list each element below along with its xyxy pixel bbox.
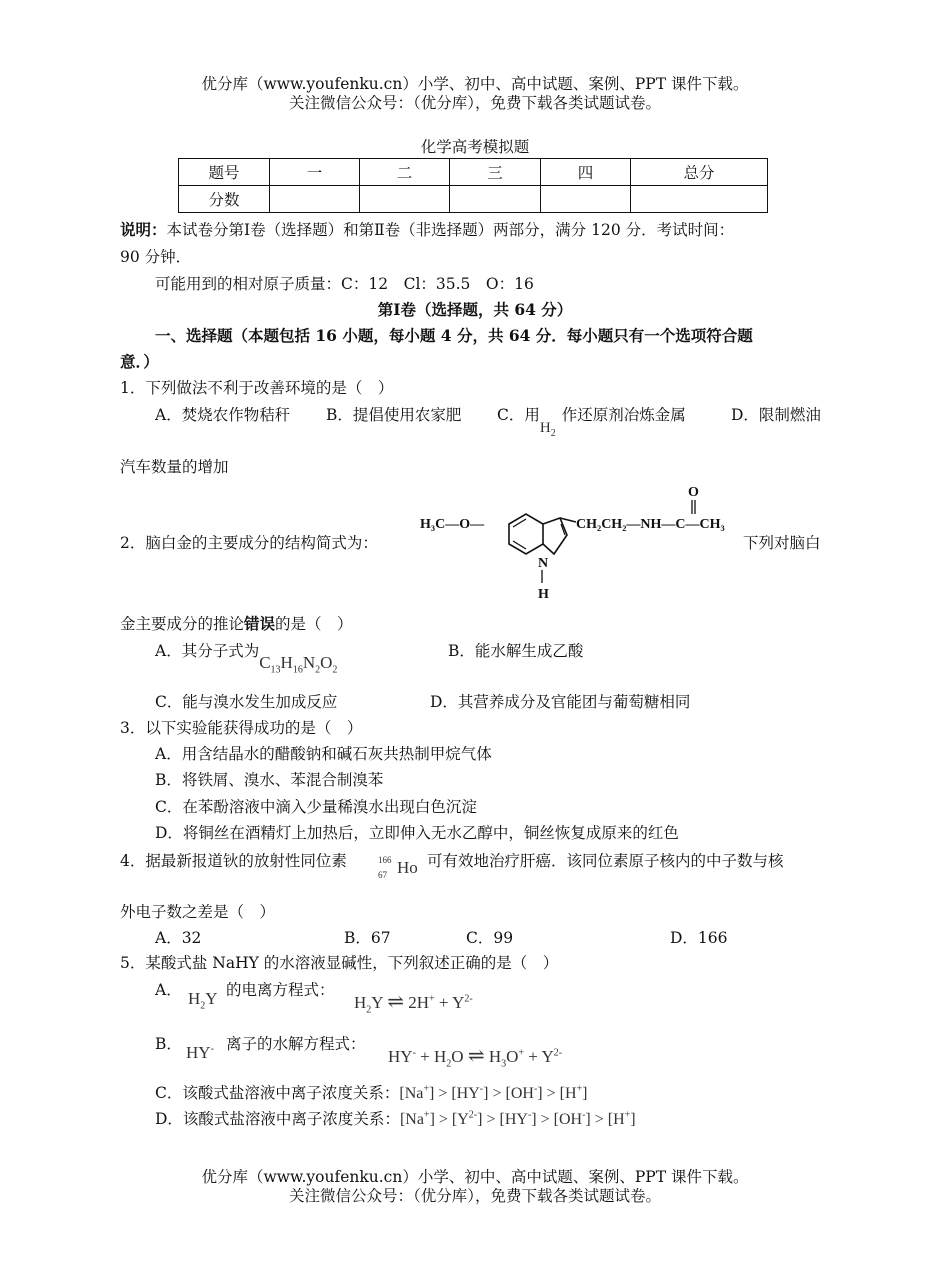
q1-option-c-pre: C．用 [497, 406, 540, 424]
q4-option-a[interactable]: A．32 [155, 929, 202, 947]
q5-d-concentration: $[Na^+] > [Y^{2-}] > [HY^-] > [OH^-] > [H^+]$ [399, 1109, 636, 1128]
q5-option-a-text: 的电离方程式： [226, 981, 335, 999]
score-input-cell[interactable] [270, 186, 360, 213]
q5-option-c-text: C．该酸式盐溶液中离子浓度关系： [155, 1084, 400, 1102]
page-footer-line1: 优分库（www.youfenku.cn）小学、初中、高中试题、案例、PPT 课件下载。 [201, 1168, 749, 1186]
q1-option-b[interactable]: B．提倡使用农家肥 [326, 406, 462, 424]
q2-option-b[interactable]: B．能水解生成乙酸 [448, 642, 584, 660]
q1-option-a[interactable]: A．焚烧农作物秸秆 [155, 406, 291, 424]
q5-b-hy-ion: HY- [186, 1043, 214, 1062]
q5-option-a-label: A． [155, 981, 182, 999]
q5-a-ionization-equation: $H_2Y$ ⇌ $2H^+ + Y^{2-}$ [354, 991, 473, 1016]
table-cell: 二 [360, 159, 450, 186]
ring-nitrogen: N [538, 556, 549, 571]
score-input-cell[interactable] [631, 186, 768, 213]
q5-option-c[interactable] [155, 1081, 587, 1103]
q1-h2-formula [539, 420, 556, 439]
page-header-line1: 优分库（www.youfenku.cn）小学、初中、高中试题、案例、PPT 课件下载。 [201, 75, 749, 93]
intro-line [120, 218, 734, 240]
benzene-ring [509, 514, 543, 554]
score-table [178, 158, 768, 213]
q1-option-d[interactable]: D．限制燃油 [731, 406, 821, 424]
q2-option-d[interactable]: D．其营养成分及官能团与葡萄糖相同 [430, 693, 691, 711]
ring-hydrogen: H [538, 587, 549, 602]
intro-label: 说明： [120, 220, 167, 239]
table-cell: 三 [450, 159, 541, 186]
q2-cont-pre: 金主要成分的推论 [120, 615, 245, 633]
melatonin-structure-diagram [414, 480, 744, 605]
score-input-cell[interactable] [450, 186, 541, 213]
page-footer-line2: 关注微信公众号：（优分库），免费下载各类试题试卷。 [288, 1187, 661, 1205]
carbonyl-oxygen: O [688, 485, 699, 500]
q2-cont-emphasis: 错误 [244, 614, 276, 633]
pyrrole-ring [543, 518, 567, 554]
q3-option-b[interactable]: B．将铁屑、溴水、苯混合制溴苯 [155, 771, 384, 789]
q4-option-c[interactable]: C．99 [466, 929, 514, 947]
table-cell: 题号 [179, 159, 270, 186]
score-input-cell[interactable] [541, 186, 631, 213]
q3-option-d[interactable]: D．将铜丝在酒精灯上加热后，立即伸入无水乙醇中，铜丝恢复成原来的红色 [155, 824, 679, 842]
isotope-atomic-number: 67 [378, 870, 387, 880]
q3-stem: 3．以下实验能获得成功的是（ ） [120, 719, 363, 737]
score-table-score-row [179, 186, 768, 213]
page-header-line2: 关注微信公众号：（优分库），免费下载各类试题试卷。 [288, 94, 661, 112]
q2-stem-cont [120, 612, 353, 634]
table-cell: 四 [541, 159, 631, 186]
isotope-symbol: Ho [397, 858, 418, 877]
intro-text: 本试卷分第Ⅰ卷（选择题）和第Ⅱ卷（非选择题）两部分，满分 120 分．考试时间： [166, 221, 735, 239]
section1-heading-cont: 意．） [120, 352, 159, 371]
formula-subscript: 2 [550, 428, 556, 439]
q4-stem-post: 可有效地治疗肝癌．该同位素原子核内的中子数与核 [427, 852, 784, 870]
table-cell: 分数 [179, 186, 270, 213]
q1-option-c[interactable] [497, 403, 686, 439]
q3-option-a[interactable]: A．用含结晶水的醋酸钠和碱石灰共热制甲烷气体 [155, 745, 492, 763]
equilibrium-arrow-icon: ⇌ [467, 1045, 485, 1067]
q5-option-b-text: 离子的水解方程式： [226, 1035, 366, 1053]
q4-stem-cont: 外电子数之差是（ ） [120, 903, 276, 921]
q5-option-d-text: D．该酸式盐溶液中离子浓度关系： [155, 1110, 400, 1128]
isotope-mass-number: 166 [378, 855, 392, 865]
q5-a-h2y: $H_2Y$ [188, 989, 218, 1012]
q1-option-d-cont: 汽车数量的增加 [120, 458, 229, 476]
methoxy-label: H₃C—O— [420, 517, 485, 532]
q4-option-b[interactable]: B．67 [344, 929, 391, 947]
q2-cont-post: 的是（ ） [275, 615, 353, 633]
q3-option-c[interactable]: C．在苯酚溶液中滴入少量稀溴水出现白色沉淀 [155, 798, 477, 816]
intro-time: 90 分钟． [120, 248, 192, 266]
q5-option-d[interactable] [155, 1107, 636, 1129]
table-cell: 一 [270, 159, 360, 186]
q5-c-concentration: [Na+] > [HY-] > [OH-] > [H+] [399, 1083, 588, 1102]
page-title: 化学高考模拟题 [420, 138, 530, 156]
side-chain-label: CH₂CH₂—NH—C—CH₃ [576, 517, 725, 532]
q5-option-b-label: B． [155, 1035, 182, 1053]
score-input-cell[interactable] [360, 186, 450, 213]
q2-option-c[interactable]: C．能与溴水发生加成反应 [155, 693, 338, 711]
score-table-header-row [179, 159, 768, 186]
q2-molecular-formula: $C_{13}H_{16}N_2O_2$ [259, 653, 338, 676]
table-cell: 总分 [631, 159, 768, 186]
q5-stem: 5．某酸式盐 NaHY 的水溶液显碱性，下列叙述正确的是（ ） [120, 954, 559, 972]
part1-title: 第Ⅰ卷（选择题，共 64 分） [377, 300, 573, 319]
q5-b-hydrolysis-equation: $HY^- + H_2O$ ⇌ $H_3O^+ + Y^{2-}$ [388, 1045, 563, 1070]
section1-heading: 一、选择题（本题包括 16 小题，每小题 4 分，共 64 分．每小题只有一个选项符合题 [155, 326, 753, 345]
q1-stem: 1．下列做法不利于改善环境的是（ ） [120, 379, 394, 397]
q2-stem: 2．脑白金的主要成分的结构简式为： [120, 534, 378, 552]
q4-stem: 4．据最新报道钬的放射性同位素 [120, 852, 347, 870]
q2-option-a-label: A．其分子式为 [155, 642, 260, 660]
q5-option-b[interactable] [155, 1032, 182, 1054]
holmium-isotope [376, 852, 428, 886]
q5-option-a[interactable] [155, 978, 182, 1000]
q4-option-d[interactable]: D．166 [670, 929, 728, 947]
q2-stem-post: 下列对脑白 [743, 534, 821, 552]
q2-option-a[interactable] [155, 639, 338, 676]
formula-symbol: H [539, 420, 551, 436]
atomic-mass-line: 可能用到的相对原子质量：C：12 Cl：35.5 O：16 [155, 275, 534, 293]
equilibrium-arrow-icon: ⇌ [387, 991, 404, 1013]
chain-bond [560, 518, 576, 522]
q1-option-c-post: 作还原剂冶炼金属 [561, 406, 686, 424]
